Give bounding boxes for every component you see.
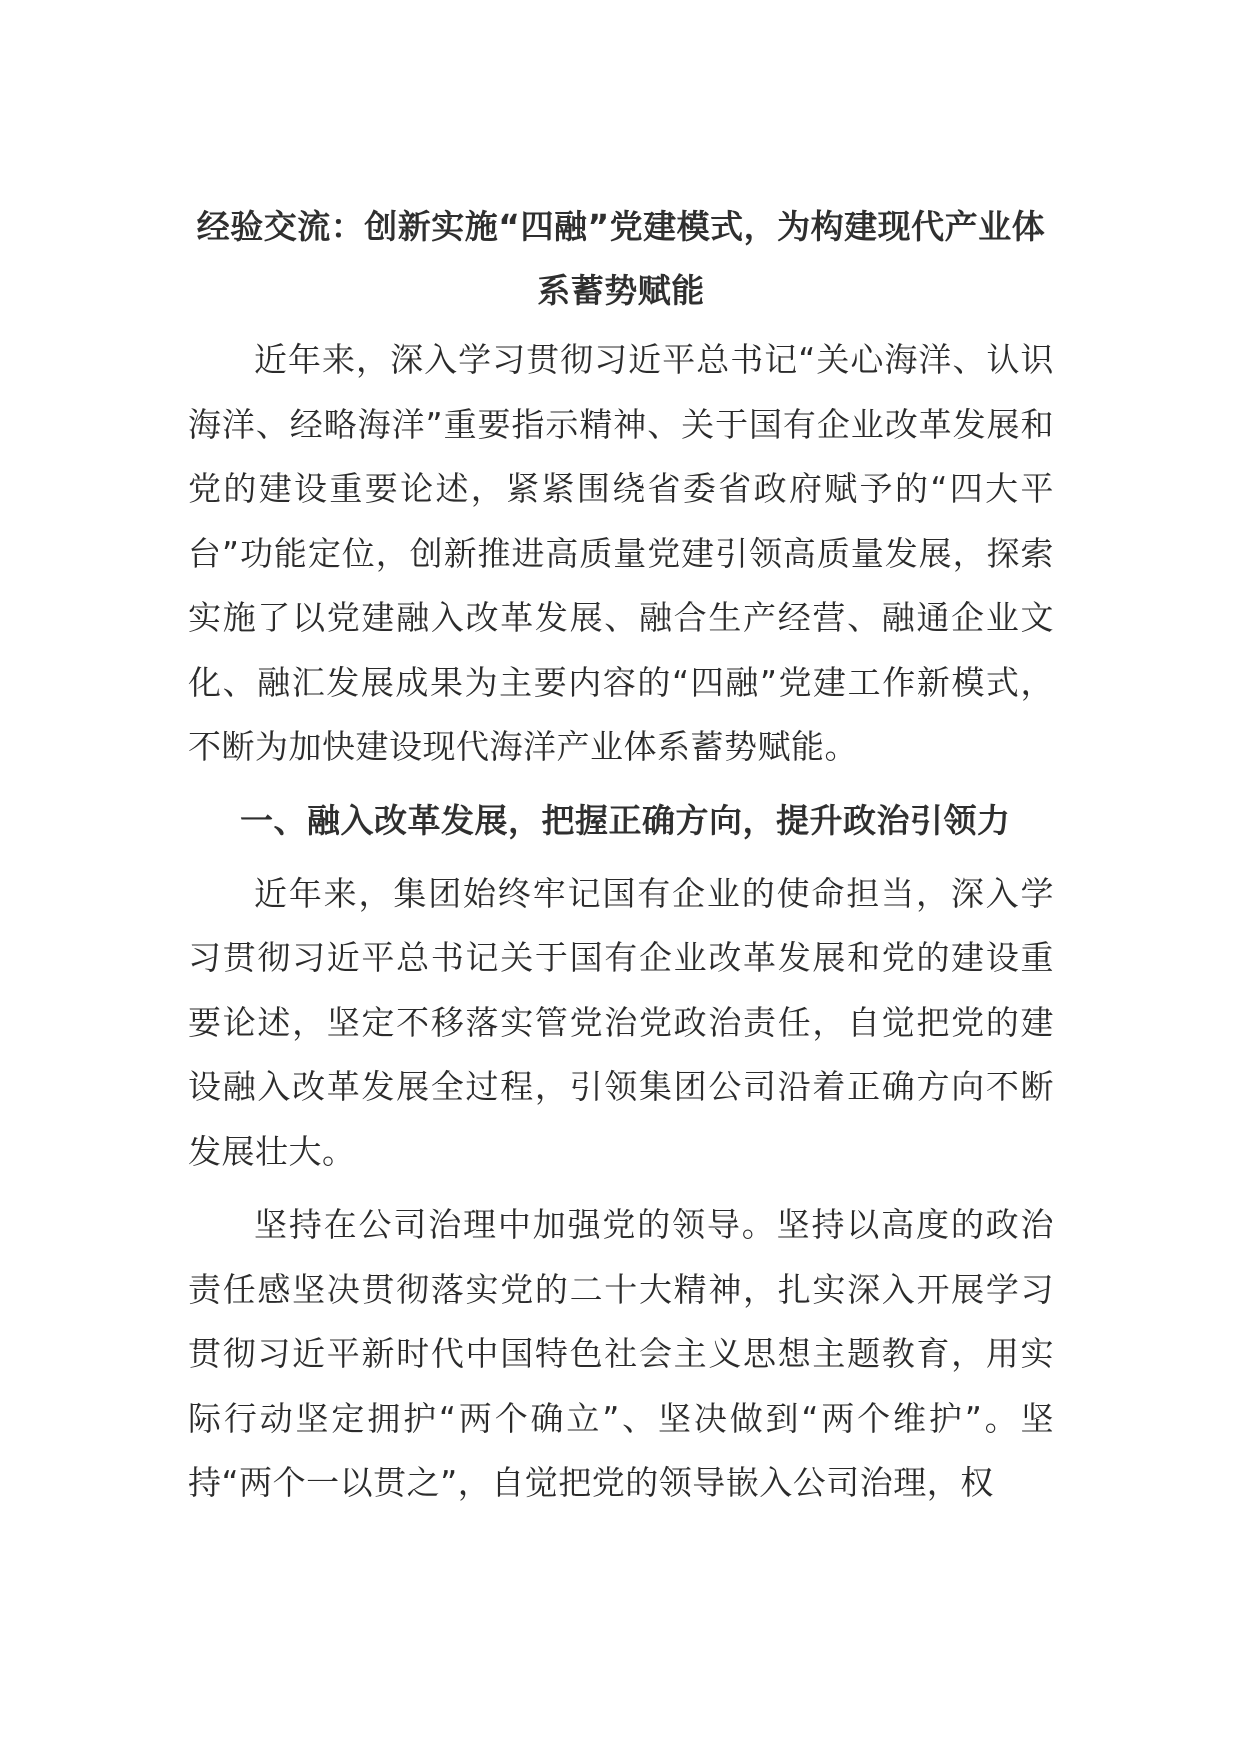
spacer	[188, 853, 1054, 862]
body-paragraph: 近年来，集团始终牢记国有企业的使命担当，深入学习贯彻习近平总书记关于国有企业改革发展和党的建设重要论述，坚定不移落实管党治党政治责任，自觉把党的建设融入改革发展全过程，引领集团公司沿着正确方向不断发展壮大。	[188, 873, 1054, 1171]
document-body	[188, 195, 1054, 1516]
section-heading: 一、融入改革发展，把握正确方向，提升政治引领力	[240, 800, 1011, 840]
body-paragraph: 坚持在公司治理中加强党的领导。坚持以高度的政治责任感坚决贯彻落实党的二十大精神，扎实深入开展学习贯彻习近平新时代中国特色社会主义思想主题教育，用实际行动坚定拥护“两个确立”、坚决做到“两个维护”。坚持“两个一以贯之”，自觉把党的领导嵌入公司治理，权	[188, 1205, 1054, 1502]
document-title: 经验交流：创新实施“四融”党建模式，为构建现代产业体系蓄势赋能	[196, 207, 1046, 310]
spacer	[188, 1184, 1054, 1193]
intro-paragraph: 近年来，深入学习贯彻习近平总书记“关心海洋、认识海洋、经略海洋”重要指示精神、关于国有企业改革发展和党的建设重要论述，紧紧围绕省委省政府赋予的“四大平台”功能定位，创新推进高质量党建引领高质量发展，探索实施了以党建融入改革发展、融合生产经营、融通企业文化、融汇发展成果为主要内容的“四融”党建工作新模式，不断为加快建设现代海洋产业体系蓄势赋能。	[188, 340, 1054, 766]
spacer	[188, 780, 1054, 789]
